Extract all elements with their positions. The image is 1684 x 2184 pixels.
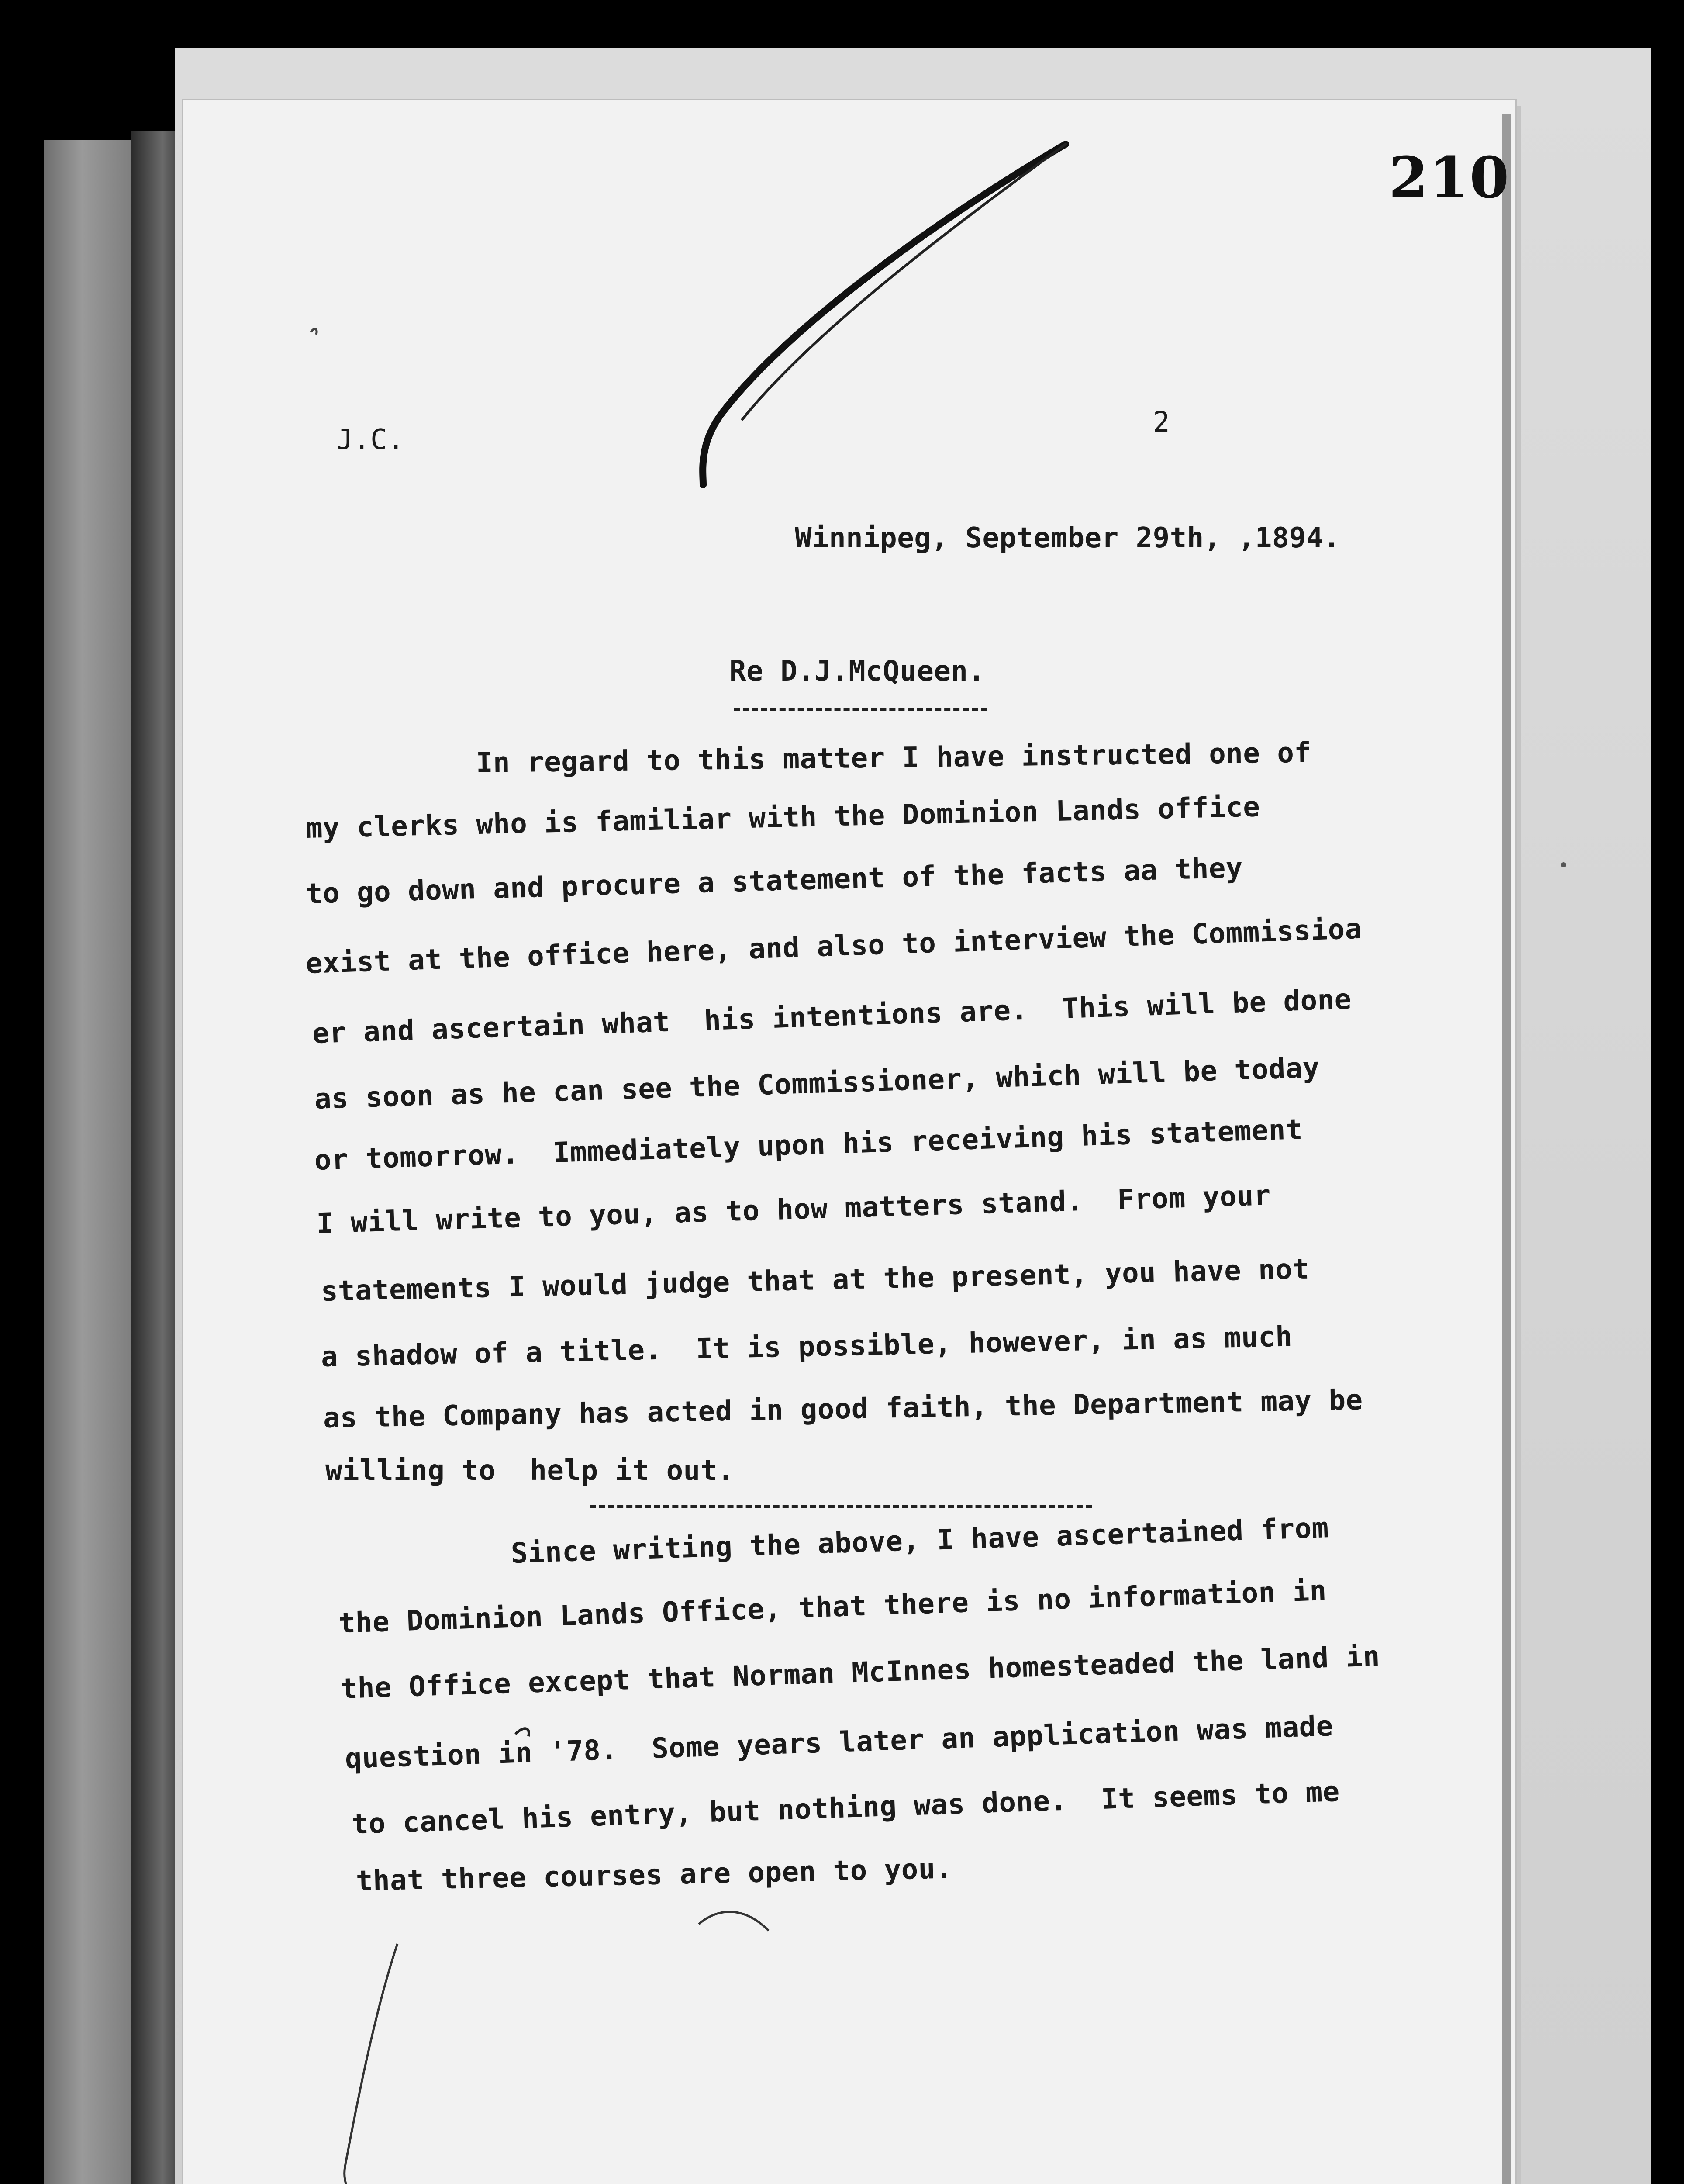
initials: J.C. — [336, 424, 405, 456]
text-line: statements I would judge that at the present, you have not — [321, 1253, 1310, 1308]
text-line: question in '78. Some years later an application was made — [344, 1710, 1334, 1775]
text-line: that three courses are open to you. — [355, 1852, 953, 1897]
page-number: 210 — [1389, 144, 1510, 211]
text-line: the Office except that Norman McInnes homesteaded the land in — [340, 1640, 1380, 1705]
text-line: or tomorrow. Immediately upon his receiving his statement — [314, 1113, 1303, 1177]
text-line: to go down and procure a statement of the facts aa they — [305, 852, 1243, 910]
section-divider — [590, 1505, 1092, 1508]
subject-underline — [734, 708, 987, 711]
film-margin-left — [44, 140, 140, 2184]
text-line: In regard to this matter I have instructed one of — [476, 736, 1311, 779]
text-line: as soon as he can see the Commissioner, which will be today — [314, 1051, 1320, 1116]
text-line: er and ascertain what his intentions are. This will be done — [311, 983, 1352, 1050]
text-line: Since writing the above, I have ascertained from — [510, 1512, 1329, 1570]
text-line: I will write to you, as to how matters stand. From your — [316, 1179, 1271, 1240]
dateline: Winnipeg, September 29th, ,1894. — [795, 522, 1340, 554]
subject-line: Re D.J.McQueen. — [729, 655, 985, 688]
text-line: the Dominion Lands Office, that there is no information in — [338, 1574, 1327, 1640]
sheet-right-edge — [1502, 114, 1511, 2184]
text-line: to cancel his entry, but nothing was done. It seems to me — [351, 1775, 1340, 1841]
text-line: my clerks who is familiar with the Dominion Lands office — [305, 791, 1261, 845]
text-line: exist at the office here, and also to interview the Commissioa — [305, 912, 1363, 980]
sheet-number: 2 — [1153, 406, 1170, 439]
text-line: willing to help it out. — [325, 1455, 735, 1487]
text-line: as the Company has acted in good faith, the Department may be — [323, 1384, 1363, 1434]
text-line: a shadow of a title. It is possible, however, in as much — [321, 1320, 1293, 1373]
